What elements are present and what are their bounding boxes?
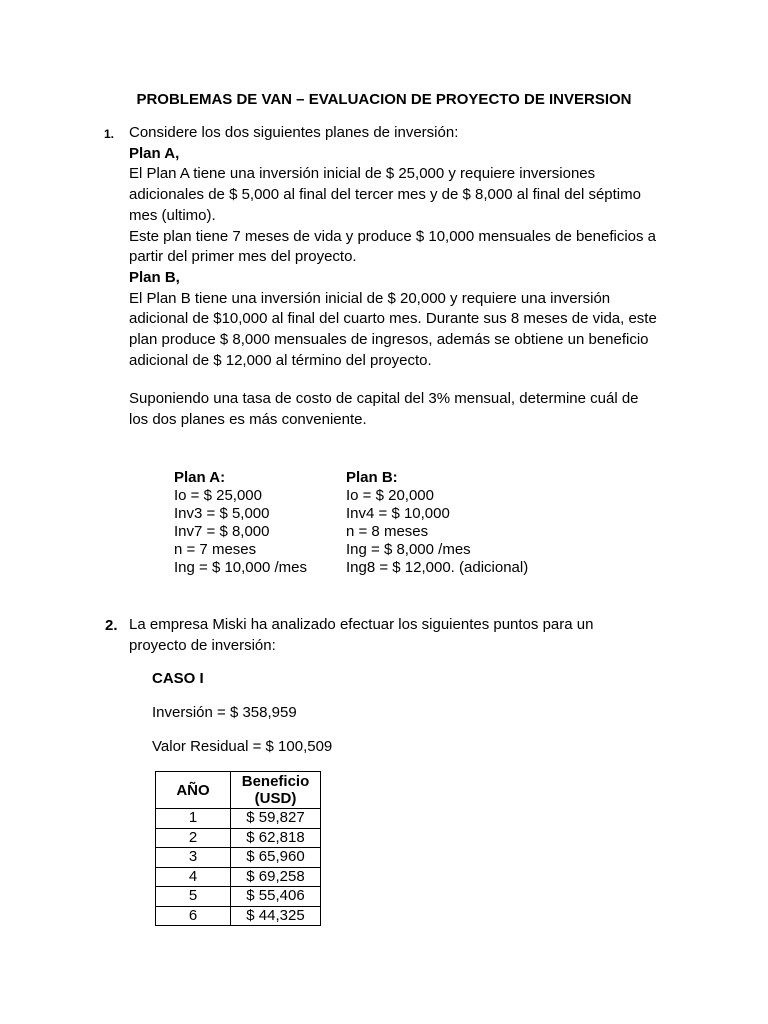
plan-b-line: El Plan B tiene una inversión inicial de $ 20,000 y requiere una inversión xyxy=(129,289,611,307)
question-line: Suponiendo una tasa de costo de capital del 3% mensual, determine cuál de xyxy=(129,390,639,407)
plan-b-summary xyxy=(346,469,528,577)
table-row xyxy=(156,867,321,887)
plan-b-heading: Plan B, xyxy=(129,268,180,286)
benefit-cell: $ 44,325 xyxy=(231,906,321,926)
inversion-value: Inversión = $ 358,959 xyxy=(152,704,297,721)
plan-b-line: adicional de $ 12,000 al término del proyecto. xyxy=(129,351,432,369)
table-row xyxy=(156,848,321,868)
problem-1-intro: Considere los dos siguientes planes de inversión: xyxy=(129,124,459,141)
plan-a-summary-line: Ing = $ 10,000 /mes xyxy=(174,559,308,576)
plan-b-summary-line: Io = $ 20,000 xyxy=(346,487,434,504)
plan-a-summary-line: n = 7 meses xyxy=(174,541,257,558)
plan-b-summary-line: Inv4 = $ 10,000 xyxy=(346,505,450,522)
valor-residual-value: Valor Residual = $ 100,509 xyxy=(152,738,333,755)
plan-a-summary xyxy=(174,469,307,577)
caso-heading: CASO I xyxy=(152,670,204,687)
plan-a-line: Este plan tiene 7 meses de vida y produce $ 10,000 mensuales de beneficios a xyxy=(129,227,657,245)
benefit-cell: $ 59,827 xyxy=(231,809,321,829)
plan-b-summary-line: Ing8 = $ 12,000. (adicional) xyxy=(346,559,529,576)
plan-b-summary-heading: Plan B: xyxy=(346,469,398,486)
year-cell: 4 xyxy=(156,867,231,887)
page-title: PROBLEMAS DE VAN – EVALUACION DE PROYECTO DE INVERSION xyxy=(136,91,632,108)
plan-a-summary-heading: Plan A: xyxy=(174,469,226,486)
year-cell: 3 xyxy=(156,848,231,868)
year-cell: 5 xyxy=(156,887,231,907)
plan-b-line: adicional de $10,000 al final del cuarto mes. Durante sus 8 meses de vida, este xyxy=(129,310,657,328)
column-header-year: AÑO xyxy=(156,772,231,809)
plan-a-summary-line: Inv7 = $ 8,000 xyxy=(174,523,270,540)
problem-1-question xyxy=(129,389,661,430)
problem-2-intro xyxy=(129,615,661,656)
problem-1-number: 1. xyxy=(104,127,115,141)
plan-a-line: mes (ultimo). xyxy=(129,206,216,224)
plan-a-heading: Plan A, xyxy=(129,144,180,162)
benefit-cell: $ 55,406 xyxy=(231,887,321,907)
problem-2-intro-line: proyecto de inversión: xyxy=(129,636,276,654)
benefit-table xyxy=(155,771,321,926)
problem-2-number: 2. xyxy=(105,617,118,634)
plan-a-line: adicionales de $ 5,000 al final del tercer mes y de $ 8,000 al final del séptimo xyxy=(129,186,641,204)
table-row xyxy=(156,809,321,829)
column-header-benefit: Beneficio (USD) xyxy=(231,772,321,809)
plan-b-summary-line: Ing = $ 8,000 /mes xyxy=(346,541,471,558)
table-row xyxy=(156,906,321,926)
benefit-cell: $ 69,258 xyxy=(231,867,321,887)
problem-2-intro-line: La empresa Miski ha analizado efectuar los siguientes puntos para un xyxy=(129,616,594,633)
plan-a-line: El Plan A tiene una inversión inicial de $ 25,000 y requiere inversiones xyxy=(129,165,596,183)
table-row xyxy=(156,887,321,907)
benefit-cell: $ 65,960 xyxy=(231,848,321,868)
year-cell: 2 xyxy=(156,828,231,848)
plan-a-summary-line: Inv3 = $ 5,000 xyxy=(174,505,270,522)
year-cell: 1 xyxy=(156,809,231,829)
table-header-row xyxy=(156,772,321,809)
problem-1-body xyxy=(129,123,661,371)
table-row xyxy=(156,828,321,848)
plan-a-summary-line: Io = $ 25,000 xyxy=(174,487,262,504)
year-cell: 6 xyxy=(156,906,231,926)
question-line: los dos planes es más conveniente. xyxy=(129,410,367,428)
plan-b-line: plan produce $ 8,000 mensuales de ingresos, además se obtiene un beneficio xyxy=(129,331,649,349)
benefit-cell: $ 62,818 xyxy=(231,828,321,848)
plan-b-summary-line: n = 8 meses xyxy=(346,523,429,540)
plan-a-line: partir del primer mes del proyecto. xyxy=(129,248,357,266)
